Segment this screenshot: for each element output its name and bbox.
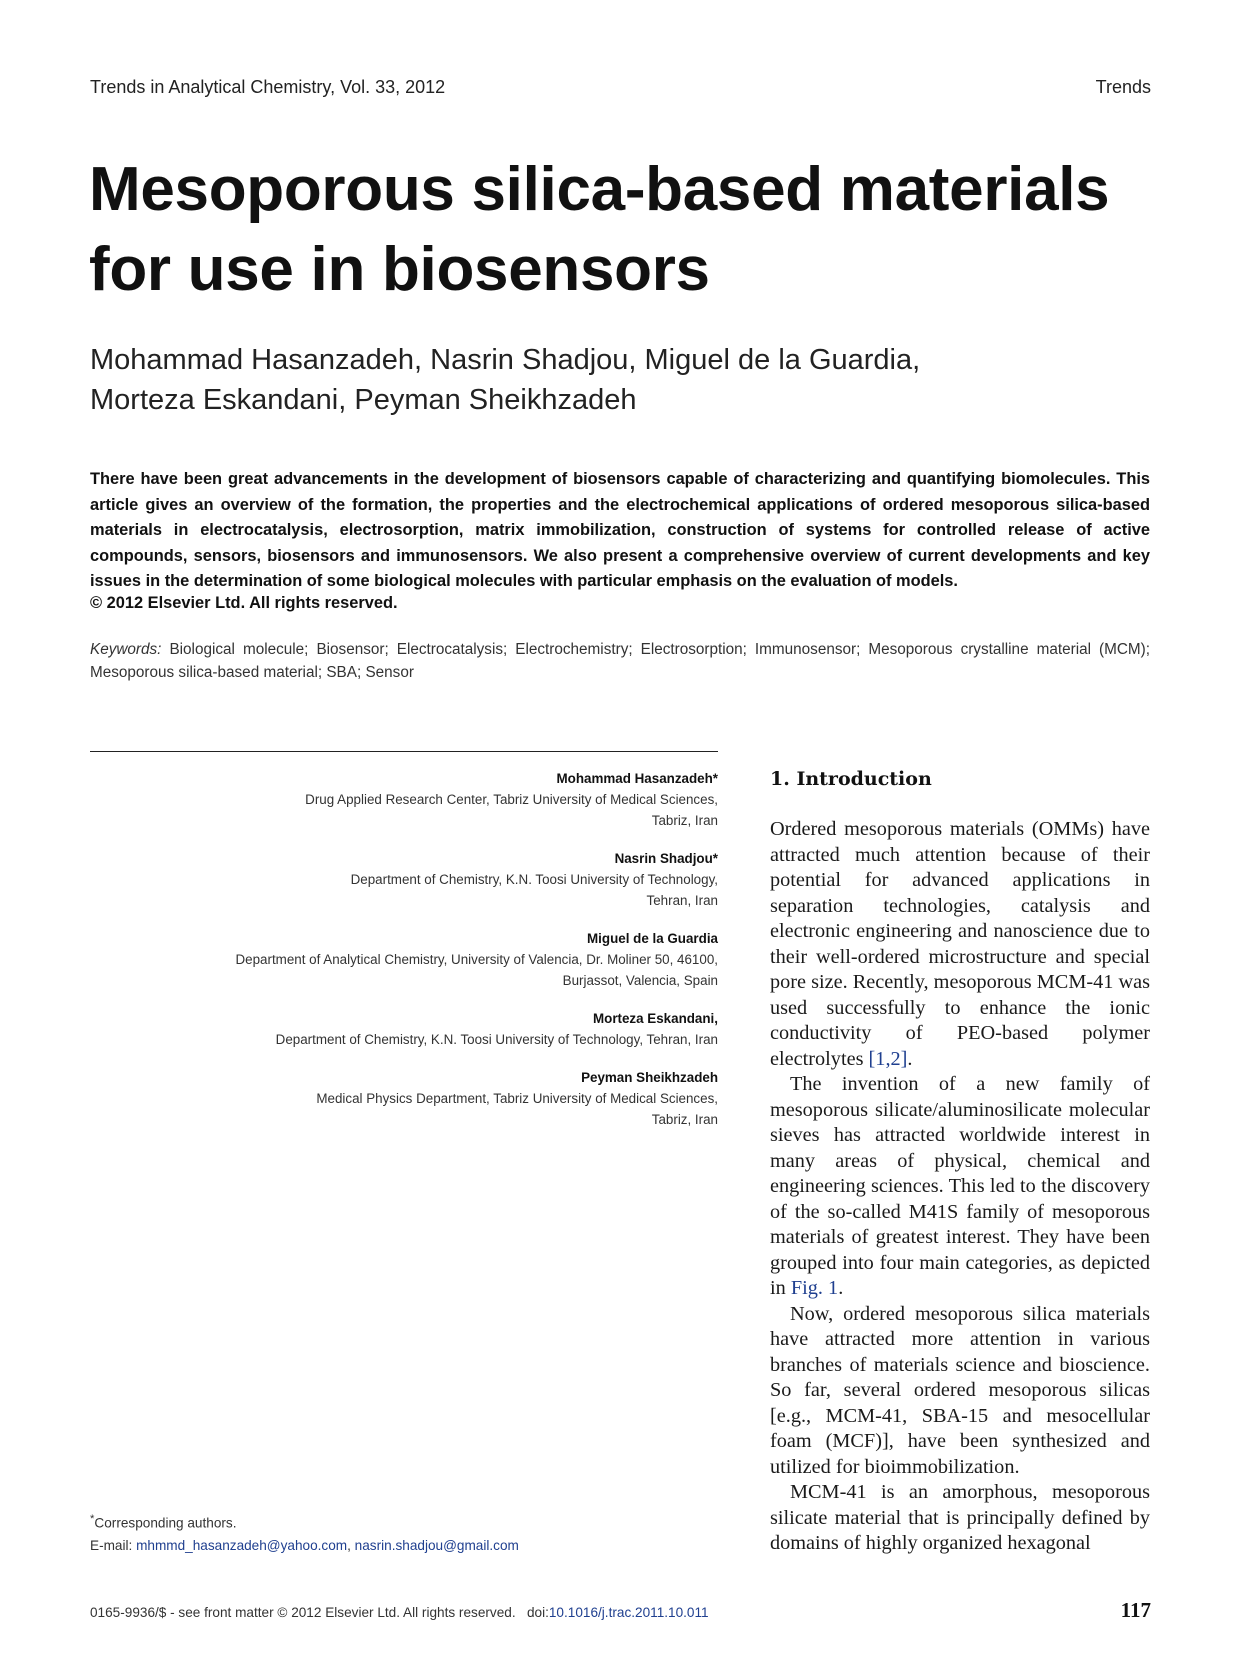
footnote-marker: * xyxy=(90,1513,95,1525)
affiliation-location: Tabriz, Iran xyxy=(651,813,718,828)
title-line-2: for use in biosensors xyxy=(89,235,710,304)
authors-line-2: Morteza Eskandani, Peyman Sheikhzadeh xyxy=(90,384,637,416)
affiliation-name: Nasrin Shadjou* xyxy=(614,851,718,866)
abstract-copyright: © 2012 Elsevier Ltd. All rights reserved. xyxy=(90,594,398,612)
affiliation-name: Miguel de la Guardia xyxy=(587,931,718,946)
page-number: 117 xyxy=(1120,1598,1151,1622)
affiliation-entry xyxy=(150,848,718,911)
affiliation-entry xyxy=(150,768,718,831)
footnote-email-label: E-mail: xyxy=(90,1537,137,1553)
email-link-2[interactable]: nasrin.shadjou@gmail.com xyxy=(354,1537,519,1553)
affiliation-entry xyxy=(150,1067,718,1130)
doi-link[interactable]: 10.1016/j.trac.2011.10.011 xyxy=(548,1605,709,1620)
figure-link[interactable]: Fig. 1 xyxy=(790,1277,839,1299)
author-list xyxy=(90,340,1150,420)
keywords-label: Keywords: xyxy=(90,641,162,658)
affiliation-location: Burjassot, Valencia, Spain xyxy=(562,973,718,988)
front-matter-notice: 0165-9936/$ - see front matter © 2012 Elsevier Ltd. All rights reserved. xyxy=(90,1605,516,1620)
footnote-corresponding-line xyxy=(90,1508,519,1535)
footnote-email-separator: , xyxy=(347,1537,355,1553)
paragraph-end: . xyxy=(907,1047,913,1070)
introduction-body xyxy=(770,817,1150,1557)
paragraph: MCM-41 is an amorphous, mesoporous silicate material that is principally defined by domains of highly organized hexagonal xyxy=(770,1481,1150,1554)
affiliation-name: Mohammad Hasanzadeh* xyxy=(556,771,718,786)
title-line-1: Mesoporous silica-based materials xyxy=(89,155,1110,224)
paragraph-end: . xyxy=(838,1277,844,1299)
affiliation-location: Tabriz, Iran xyxy=(651,1112,718,1127)
abstract-text: There have been great advancements in the development of biosensors capable of characterizing and quantifying biomolecules. This article gives an overview of the formation, the properties and the electrochemical applications of ordered mesoporous silica-based materials in electrocatalysis, electrosorption, matrix immobilization, construction of systems for controlled release of active compounds, sensors, biosensors and immunosensors. We also present a comprehensive overview of current developments and key issues in the determination of some biological molecules with particular emphasis on the evaluation of models. xyxy=(90,470,1150,590)
running-header-section: Trends xyxy=(1095,77,1151,97)
section-heading: 1. Introduction xyxy=(770,768,932,790)
keywords xyxy=(90,638,1150,684)
affiliation-name: Peyman Sheikhzadeh xyxy=(581,1070,718,1085)
doi-label: doi: xyxy=(526,1605,549,1620)
affiliations-block xyxy=(150,768,718,1147)
affiliation-entry xyxy=(150,1008,718,1050)
affiliation-divider xyxy=(90,751,718,752)
affiliation-entry xyxy=(150,928,718,991)
footnote-email-line xyxy=(90,1535,519,1557)
paragraph: Now, ordered mesoporous silica materials have attracted more attention in various branches of materials science and bioscience. So far, several ordered mesoporous silicas [e.g., MCM-41, SBA-15 and mesocellular foam (MCF)], have been synthesized and utilized for bioimmobilization. xyxy=(770,1302,1150,1478)
footer-line xyxy=(90,1605,709,1620)
email-link-1[interactable]: mhmmd_hasanzadeh@yahoo.com xyxy=(136,1537,348,1553)
affiliation-address: Drug Applied Research Center, Tabriz University of Medical Sciences, xyxy=(305,792,718,807)
paragraph-text: Ordered mesoporous materials (OMMs) have attracted much attention because of their potential for advanced applications in separation technologies, catalysis and electronic engineering and nanoscience due to their well-ordered microstructure and special pore size. Recently, mesoporous MCM-41 was used successfully to enhance the ionic conductivity of PEO-based polymer electrolytes xyxy=(770,818,1151,1070)
authors-line-1: Mohammad Hasanzadeh, Nasrin Shadjou, Miguel de la Guardia, xyxy=(90,344,921,376)
paragraph xyxy=(770,817,1150,1072)
footnote-corresponding: Corresponding authors. xyxy=(94,1515,237,1531)
paragraph xyxy=(770,1072,1150,1302)
article-title xyxy=(89,150,1169,310)
running-header-journal: Trends in Analytical Chemistry, Vol. 33, 2012 xyxy=(90,77,446,97)
corresponding-footnote xyxy=(90,1508,519,1557)
affiliation-location: Tehran, Iran xyxy=(646,893,718,908)
affiliation-address: Medical Physics Department, Tabriz University of Medical Sciences, xyxy=(316,1091,718,1106)
citation-link[interactable]: [1,2] xyxy=(868,1047,908,1070)
affiliation-address: Department of Chemistry, K.N. Toosi University of Technology, xyxy=(350,872,718,887)
affiliation-name: Morteza Eskandani, xyxy=(592,1011,718,1026)
paragraph-text: The invention of a new family of mesoporous silicate/aluminosilicate molecular sieves has attracted worldwide interest in many areas of physical, chemical and engineering sciences. This led to the discovery of the so-called M41S family of mesoporous materials of greatest interest. They have been grouped into four main categories, as depicted in xyxy=(770,1073,1150,1299)
affiliation-address: Department of Chemistry, K.N. Toosi University of Technology, Tehran, Iran xyxy=(275,1032,718,1047)
keywords-list: Biological molecule; Biosensor; Electrocatalysis; Electrochemistry; Electrosorption; Immunosensor; Mesoporous crystalline material (MCM); Mesoporous silica-based material; SBA; Sensor xyxy=(90,641,1150,681)
affiliation-address: Department of Analytical Chemistry, University of Valencia, Dr. Moliner 50, 46100, xyxy=(235,952,718,967)
